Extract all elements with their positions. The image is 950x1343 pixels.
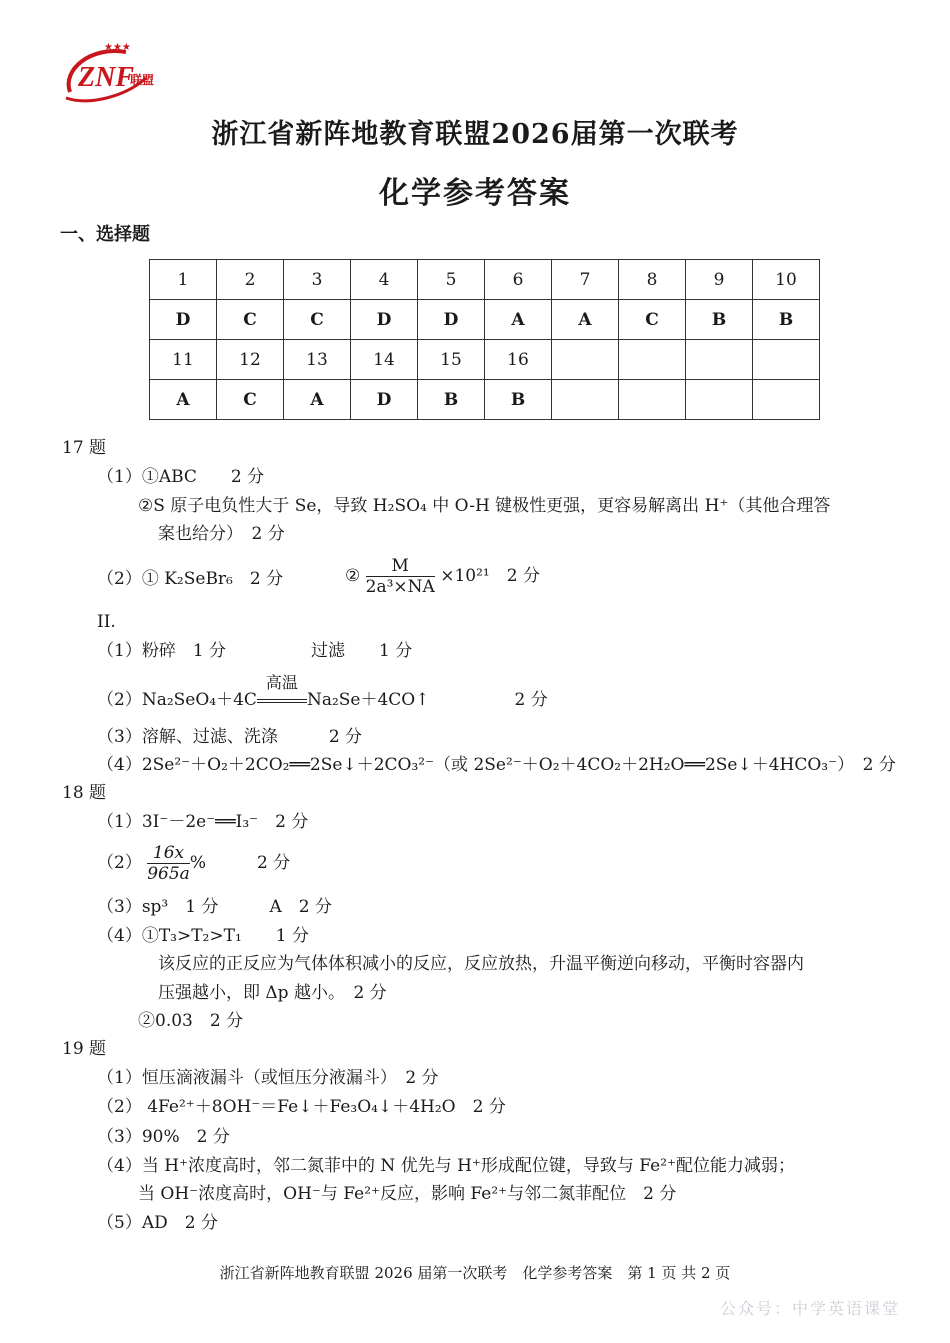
q17-part2-b-tail: ×10²¹ 2 分	[440, 566, 540, 586]
table-cell: A	[150, 380, 217, 420]
watermark: 公众号：中学英语课堂	[719, 1299, 900, 1318]
table-cell	[619, 340, 686, 380]
q19-part3: （3）90% 2 分	[97, 1127, 230, 1147]
table-cell: 13	[284, 340, 351, 380]
table-row-numbers-1	[150, 260, 820, 300]
q17-title: 17 题	[62, 438, 107, 458]
q19-title: 19 题	[62, 1039, 107, 1059]
table-cell: C	[619, 300, 686, 340]
reaction-condition-text: 高温	[265, 673, 298, 692]
table-cell: 2	[217, 260, 284, 300]
q17-part1-b-line2: 案也给分） 2 分	[158, 524, 285, 544]
q18-part4-b-line2: 压强越小，即 Δp 越小。 2 分	[158, 983, 387, 1003]
svg-text:★★★: ★★★	[104, 42, 131, 53]
fraction-numerator: M	[366, 556, 435, 577]
table-cell: 10	[753, 260, 820, 300]
table-cell: A	[284, 380, 351, 420]
table-cell: 7	[552, 260, 619, 300]
table-row-answers-1	[150, 300, 820, 340]
q19-part4-line1: （4）当 H⁺浓度高时，邻二氮菲中的 N 优先与 H⁺形成配位键，导致与 Fe²⁺配位能力减弱；	[97, 1156, 796, 1176]
table-cell: 11	[150, 340, 217, 380]
q18-part4-a: （4）①T₃>T₂>T₁ 1 分	[97, 926, 309, 946]
q19-part2: （2） 4Fe²⁺＋8OH⁻＝Fe↓＋Fe₃O₄↓＋4H₂O 2 分	[97, 1097, 506, 1117]
table-cell	[753, 340, 820, 380]
q17-fraction	[366, 556, 435, 597]
fraction-numerator: 16x	[147, 843, 190, 864]
table-cell: B	[686, 300, 753, 340]
table-cell	[552, 340, 619, 380]
alliance-logo	[60, 40, 156, 106]
table-cell: D	[351, 300, 418, 340]
table-cell: C	[217, 380, 284, 420]
table-cell: B	[418, 380, 485, 420]
q18-part1: （1）3I⁻－2e⁻══I₃⁻ 2 分	[97, 812, 309, 832]
table-cell: C	[284, 300, 351, 340]
q18-part2	[97, 843, 290, 884]
table-cell: C	[217, 300, 284, 340]
q17-ii-2	[97, 673, 548, 711]
table-cell: A	[485, 300, 552, 340]
table-cell	[619, 380, 686, 420]
q17-part2-b-label: ②	[345, 566, 361, 586]
logo-text: ZNF	[78, 62, 134, 93]
q18-title: 18 题	[62, 783, 107, 803]
q17-ii-4: （4）2Se²⁻＋O₂＋2CO₂══2Se↓＋2CO₃²⁻（或 2Se²⁻＋O₂＋4CO₂＋2H₂O══2Se↓＋4HCO₃⁻） 2 分	[97, 755, 896, 775]
table-cell: 5	[418, 260, 485, 300]
table-cell: D	[150, 300, 217, 340]
table-cell: 9	[686, 260, 753, 300]
logo-sub-text: 联盟	[130, 73, 155, 87]
table-cell: A	[552, 300, 619, 340]
q17-part2-b	[345, 556, 540, 597]
reaction-equals-sign	[257, 699, 307, 703]
table-cell: 4	[351, 260, 418, 300]
table-cell: 16	[485, 340, 552, 380]
table-cell	[686, 340, 753, 380]
q17-part2-a: （2）① K₂SeBr₆ 2 分	[97, 569, 284, 589]
q17-ii-2-products: Na₂Se＋4CO↑ 2 分	[306, 690, 548, 710]
q17-part1-a: （1）①ABC 2 分	[97, 467, 265, 487]
table-cell: 12	[217, 340, 284, 380]
q18-part2-tail: % 2 分	[189, 853, 291, 873]
table-cell: 6	[485, 260, 552, 300]
table-cell: 14	[351, 340, 418, 380]
table-cell: 15	[418, 340, 485, 380]
table-cell	[552, 380, 619, 420]
table-row-numbers-2	[150, 340, 820, 380]
fraction-denominator: 965a	[147, 864, 190, 884]
q18-fraction	[147, 843, 190, 884]
fraction-denominator: 2a³×NA	[365, 577, 435, 597]
q19-part1: （1）恒压滴液漏斗（或恒压分液漏斗） 2 分	[97, 1068, 439, 1088]
q19-part5: （5）AD 2 分	[97, 1213, 218, 1233]
page-footer: 浙江省新阵地教育联盟 2026 届第一次联考 化学参考答案 第 1 页 共 2 页	[219, 1264, 731, 1282]
table-row-answers-2	[150, 380, 820, 420]
q17-ii-2-reactants: （2）Na₂SeO₄＋4C	[97, 690, 257, 710]
page-title: 浙江省新阵地教育联盟2026届第一次联考	[211, 119, 739, 150]
answer-table	[149, 259, 820, 420]
q18-part2-label: （2）	[97, 853, 142, 873]
q18-part4-c: ②0.03 2 分	[138, 1011, 244, 1031]
q18-part4-b-line1: 该反应的正反应为气体体积减小的反应，反应放热，升温平衡逆向移动，平衡时容器内	[158, 954, 804, 974]
q18-part3: （3）sp³ 1 分 A 2 分	[97, 897, 332, 917]
table-cell: 1	[150, 260, 217, 300]
table-cell: D	[418, 300, 485, 340]
table-cell: B	[485, 380, 552, 420]
table-cell: B	[753, 300, 820, 340]
table-cell	[753, 380, 820, 420]
q17-section-ii: II.	[97, 612, 116, 632]
table-cell: 8	[619, 260, 686, 300]
q17-ii-3: （3）溶解、过滤、洗涤 2 分	[97, 727, 363, 747]
q17-part1-b-line1: ②S 原子电负性大于 Se，导致 H₂SO₄ 中 O-H 键极性更强，更容易解离出 H⁺（其他合理答	[138, 496, 831, 516]
q17-ii-1: （1）粉碎 1 分 过滤 1 分	[97, 641, 413, 661]
section-title: 一、选择题	[60, 224, 150, 245]
table-cell	[686, 380, 753, 420]
table-cell: 3	[284, 260, 351, 300]
page-subtitle: 化学参考答案	[379, 176, 571, 211]
table-cell: D	[351, 380, 418, 420]
reaction-condition	[257, 673, 307, 711]
q19-part4-line2: 当 OH⁻浓度高时，OH⁻与 Fe²⁺反应，影响 Fe²⁺与邻二氮菲配位 2 分	[138, 1184, 677, 1204]
